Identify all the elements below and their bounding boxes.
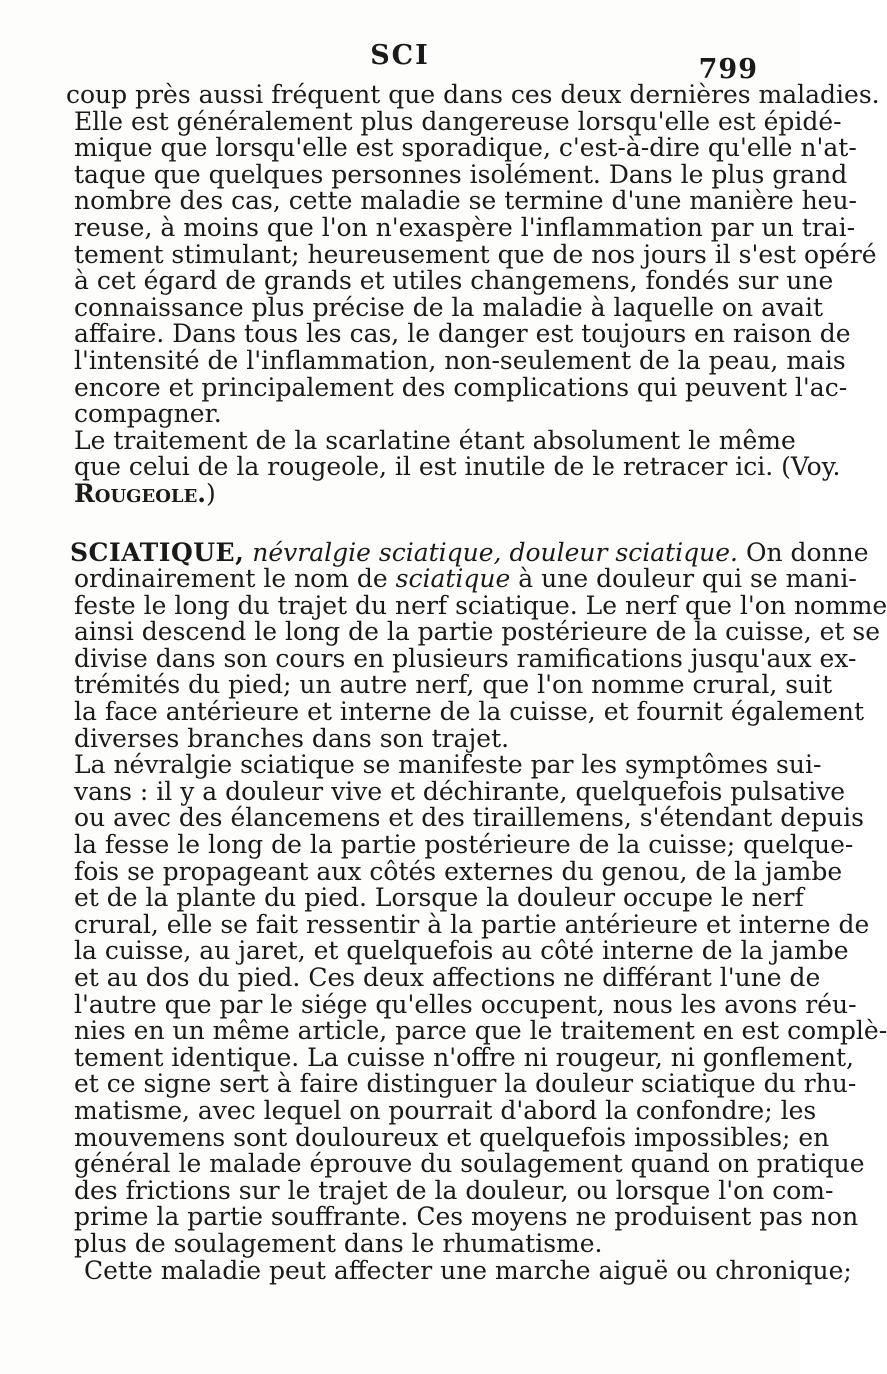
text-line: la cuisse, au jaret, et quelquefois au côté interne de la jambe bbox=[74, 936, 849, 966]
text-line: général le malade éprouve du soulagement quand on pratique bbox=[74, 1149, 865, 1179]
text-line: affaire. Dans tous les cas, le danger est toujours en raison de bbox=[74, 319, 851, 349]
text-line: ainsi descend le long de la partie postérieure de la cuisse, et se bbox=[74, 617, 881, 647]
entry-sciatique bbox=[66, 537, 887, 753]
text-line: plus de soulagement dans le rhumatisme. bbox=[74, 1228, 603, 1258]
text-line: à cet égard de grands et utiles changemens, fondés sur une bbox=[74, 266, 834, 296]
text-line: la fesse le long de la partie postérieure de la cuisse; quelque- bbox=[74, 830, 854, 860]
text-line: nombre des cas, cette maladie se termine d'une manière heu- bbox=[74, 186, 858, 216]
text-line: et de la plante du pied. Lorsque la douleur occupe le nerf bbox=[74, 883, 804, 913]
text-line: tement stimulant; heureusement que de nos jours il s'est opéré bbox=[74, 239, 877, 269]
text-line: fois se propageant aux côtés externes du genou, de la jambe bbox=[74, 856, 843, 886]
text-line: encore et principalement des complications qui peuvent l'ac- bbox=[74, 372, 848, 402]
text-line: matisme, avec lequel on pourrait d'abord la confondre; les bbox=[74, 1095, 817, 1125]
text-line: vans : il y a douleur vive et déchirante, quelquefois pulsative bbox=[74, 776, 846, 806]
text-line: la face antérieure et interne de la cuisse, et fournit également bbox=[74, 697, 865, 727]
text-line: feste le long du trajet du nerf sciatique. Le nerf que l'on nomme bbox=[74, 590, 887, 620]
text-line: divise dans son cours en plusieurs ramifications jusqu'aux ex- bbox=[74, 643, 857, 673]
running-head: SCI bbox=[370, 40, 430, 71]
entry-synonyms: névralgie sciatique, douleur sciatique. bbox=[252, 537, 739, 567]
text-line: tement identique. La cuisse n'offre ni rougeur, ni gonflement, bbox=[74, 1042, 855, 1072]
text-line: reuse, à moins que l'on n'exaspère l'inflammation par un trai- bbox=[74, 212, 856, 242]
text-line: Cette maladie peut affecter une marche aiguë ou chronique; bbox=[84, 1255, 852, 1285]
page-header bbox=[0, 40, 800, 84]
text-line: La névralgie sciatique se manifeste par les symptômes sui- bbox=[74, 750, 822, 780]
text-line: Elle est généralement plus dangereuse lorsqu'elle est épidé- bbox=[74, 106, 842, 136]
entry-headword: SCIATIQUE, bbox=[70, 537, 245, 567]
text-line: compagner. bbox=[74, 399, 222, 429]
text-line: coup près aussi fréquent que dans ces deux dernières maladies. bbox=[66, 80, 880, 109]
paragraph-marche bbox=[66, 1255, 852, 1285]
text-line: des frictions sur le trajet de la douleur, ou lorsque l'on com- bbox=[74, 1175, 834, 1205]
text-line: taque que quelques personnes isolément. Dans le plus grand bbox=[74, 159, 848, 189]
text-line: prime la partie souffrante. Ces moyens ne produisent pas non bbox=[74, 1202, 859, 1232]
paragraph-scarlatine-end bbox=[66, 80, 880, 429]
text-line: connaissance plus précise de la maladie à laquelle on avait bbox=[74, 292, 824, 322]
text-line: et ce signe sert à faire distinguer la douleur sciatique du rhu- bbox=[74, 1069, 857, 1099]
text-line: mique que lorsqu'elle est sporadique, c'est-à-dire qu'elle n'at- bbox=[74, 133, 857, 163]
text-line: crural, elle se fait ressentir à la partie antérieure et interne de bbox=[74, 909, 870, 939]
text-line: ou avec des élancemens et des tiraillemens, s'étendant depuis bbox=[74, 803, 864, 833]
text-line bbox=[66, 564, 857, 594]
entry-line1-rest: On donne bbox=[738, 537, 869, 567]
body-text bbox=[66, 80, 887, 1285]
cross-reference: Rougeole. bbox=[74, 478, 207, 508]
text-line bbox=[66, 478, 756, 508]
paragraph-symptomes bbox=[66, 750, 887, 1258]
closing-parenthesis: ) bbox=[206, 478, 216, 508]
text-line: et au dos du pied. Ces deux affections ne différant l'une de bbox=[74, 963, 821, 992]
text-line: trémités du pied; un autre nerf, que l'on nomme crural, suit bbox=[74, 670, 833, 700]
text-line: mouvemens sont douloureux et quelquefois impossibles; en bbox=[74, 1122, 830, 1152]
text-fragment: ordinairement le nom de bbox=[74, 564, 396, 594]
emphasized-term: sciatique bbox=[395, 564, 511, 594]
text-fragment: à une douleur qui se mani- bbox=[510, 564, 857, 594]
section-gap bbox=[66, 508, 756, 540]
text-line: l'autre que par le siége qu'elles occupent, nous les avons réu- bbox=[74, 989, 857, 1019]
paragraph-traitement bbox=[66, 425, 841, 508]
page-number: 799 bbox=[698, 54, 758, 85]
text-line: diverses branches dans son trajet. bbox=[74, 723, 510, 753]
text-line: nies en un même article, parce que le traitement en est complè- bbox=[74, 1016, 887, 1046]
text-line: Le traitement de la scarlatine étant absolument le même bbox=[74, 425, 796, 455]
text-line: que celui de la rougeole, il est inutile de le retracer ici. (Voy. bbox=[74, 452, 841, 482]
text-line bbox=[66, 537, 869, 567]
text-line: l'intensité de l'inflammation, non-seulement de la peau, mais bbox=[74, 345, 846, 375]
